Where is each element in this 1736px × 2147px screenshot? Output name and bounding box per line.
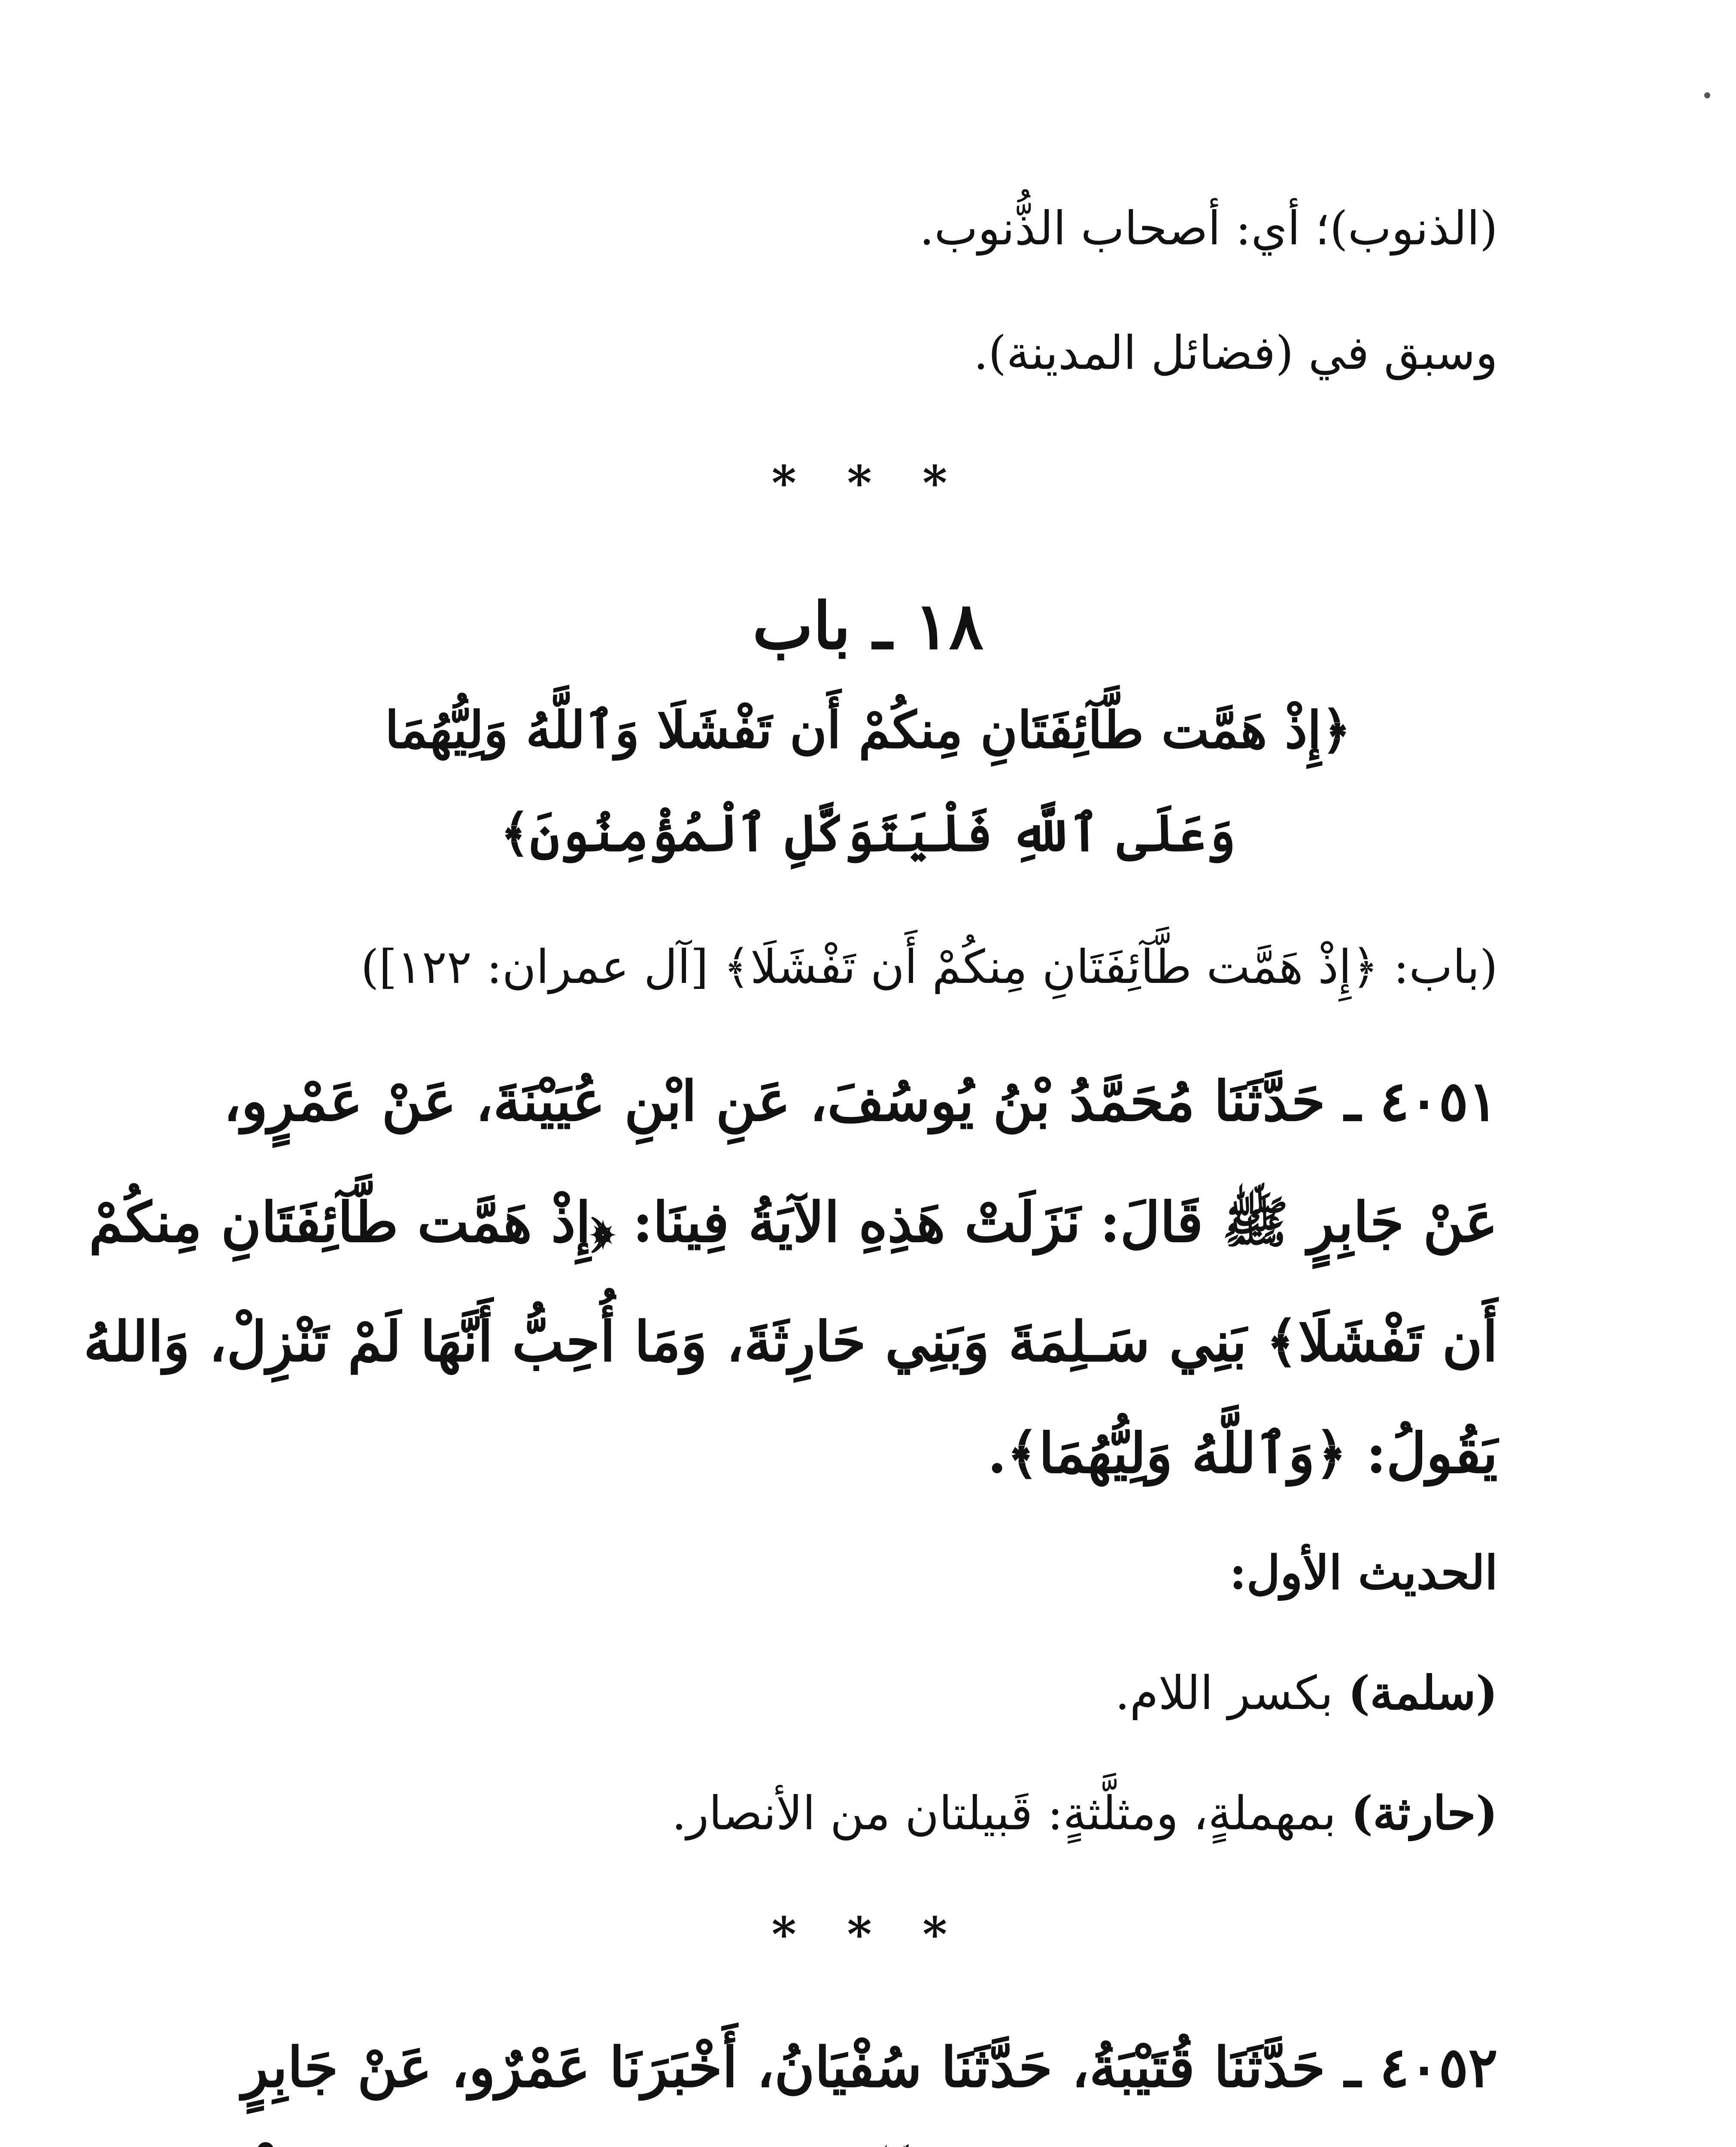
note-1-text: بكسر اللام. [1115, 1667, 1348, 1720]
hadith-4052-line-1: ٤٠٥٢ ـ حَدَّثَنَا قُتَيْبَةُ، حَدَّثَنَا سُفْيَانُ، أَخْبَرَنَا عَمْرٌو، عَنْ جَابِرٍ [242, 2035, 1498, 2100]
intro-line-2-text: وسبق في (فضائل المدينة). [973, 326, 1498, 380]
commentary-heading: الحديث الأول: [1229, 1546, 1498, 1600]
chapter-heading: ١٨ ـ باب [752, 588, 984, 664]
note-2-term: (حارثة) [1351, 1786, 1498, 1840]
commentary-note-2 [672, 1786, 1498, 1840]
hadith-4051-line-2: عَنْ جَابِرٍ ﷺ قَالَ: نَزَلَتْ هَذِهِ الآيَةُ فِينَا: ﴿إِذْ هَمَّت طَّآئِفَتَانِ مِنكُمْ [89, 1190, 1498, 1255]
scan-dot [1704, 92, 1710, 98]
hadith-4051-line-1: ٤٠٥١ ـ حَدَّثَنَا مُحَمَّدُ بْنُ يُوسُفَ، عَنِ ابْنِ عُيَيْنَةَ، عَنْ عَمْرٍو، [223, 1069, 1498, 1134]
verse-line-2: وَعَلَى ٱللَّهِ فَلْيَتَوَكَّلِ ٱلْمُؤْمِنُونَ﴾ [500, 803, 1236, 863]
separator-stars-1: * * * [771, 455, 965, 511]
hadith-4051 [83, 1069, 1498, 1507]
note-2-text: بمهملةٍ، ومثلَّثةٍ: قَبيلتان من الأنصار. [671, 1787, 1351, 1840]
note-1-term: (سلمة) [1348, 1666, 1498, 1720]
hadith-4052 [227, 2035, 1498, 2147]
hadith-4051-line-4: يَقُولُ: ﴿وَٱللَّهُ وَلِيُّهُمَا﴾. [987, 1421, 1498, 1486]
separator-stars-2: * * * [771, 1907, 965, 1962]
intro-line-1-text: (الذنوب)؛ أي: أصحاب الذُّنوب. [919, 202, 1498, 255]
intro-line-2 [974, 326, 1498, 380]
verse-line-1: ﴿إِذْ هَمَّت طَّآئِفَتَانِ مِنكُمْ أَن تَفْشَلَا وَٱللَّهُ وَلِيُّهُمَا [385, 700, 1351, 760]
hadith-4051-line-3: أَن تَفْشَلَا﴾ بَنِي سَـلِمَةَ وَبَنِي حَارِثَةَ، وَمَا أُحِبُّ أَنَّهَا لَمْ تَنْزِلْ، وَاللهُ [83, 1310, 1498, 1374]
sub-chapter-title: (باب: ﴿إِذْ هَمَّت طَّآئِفَتَانِ مِنكُمْ أَن تَفْشَلَا﴾ [آل عمران: ١٢٢]) [361, 940, 1498, 994]
commentary-note-1 [1115, 1666, 1498, 1720]
intro-line-1 [920, 202, 1498, 255]
